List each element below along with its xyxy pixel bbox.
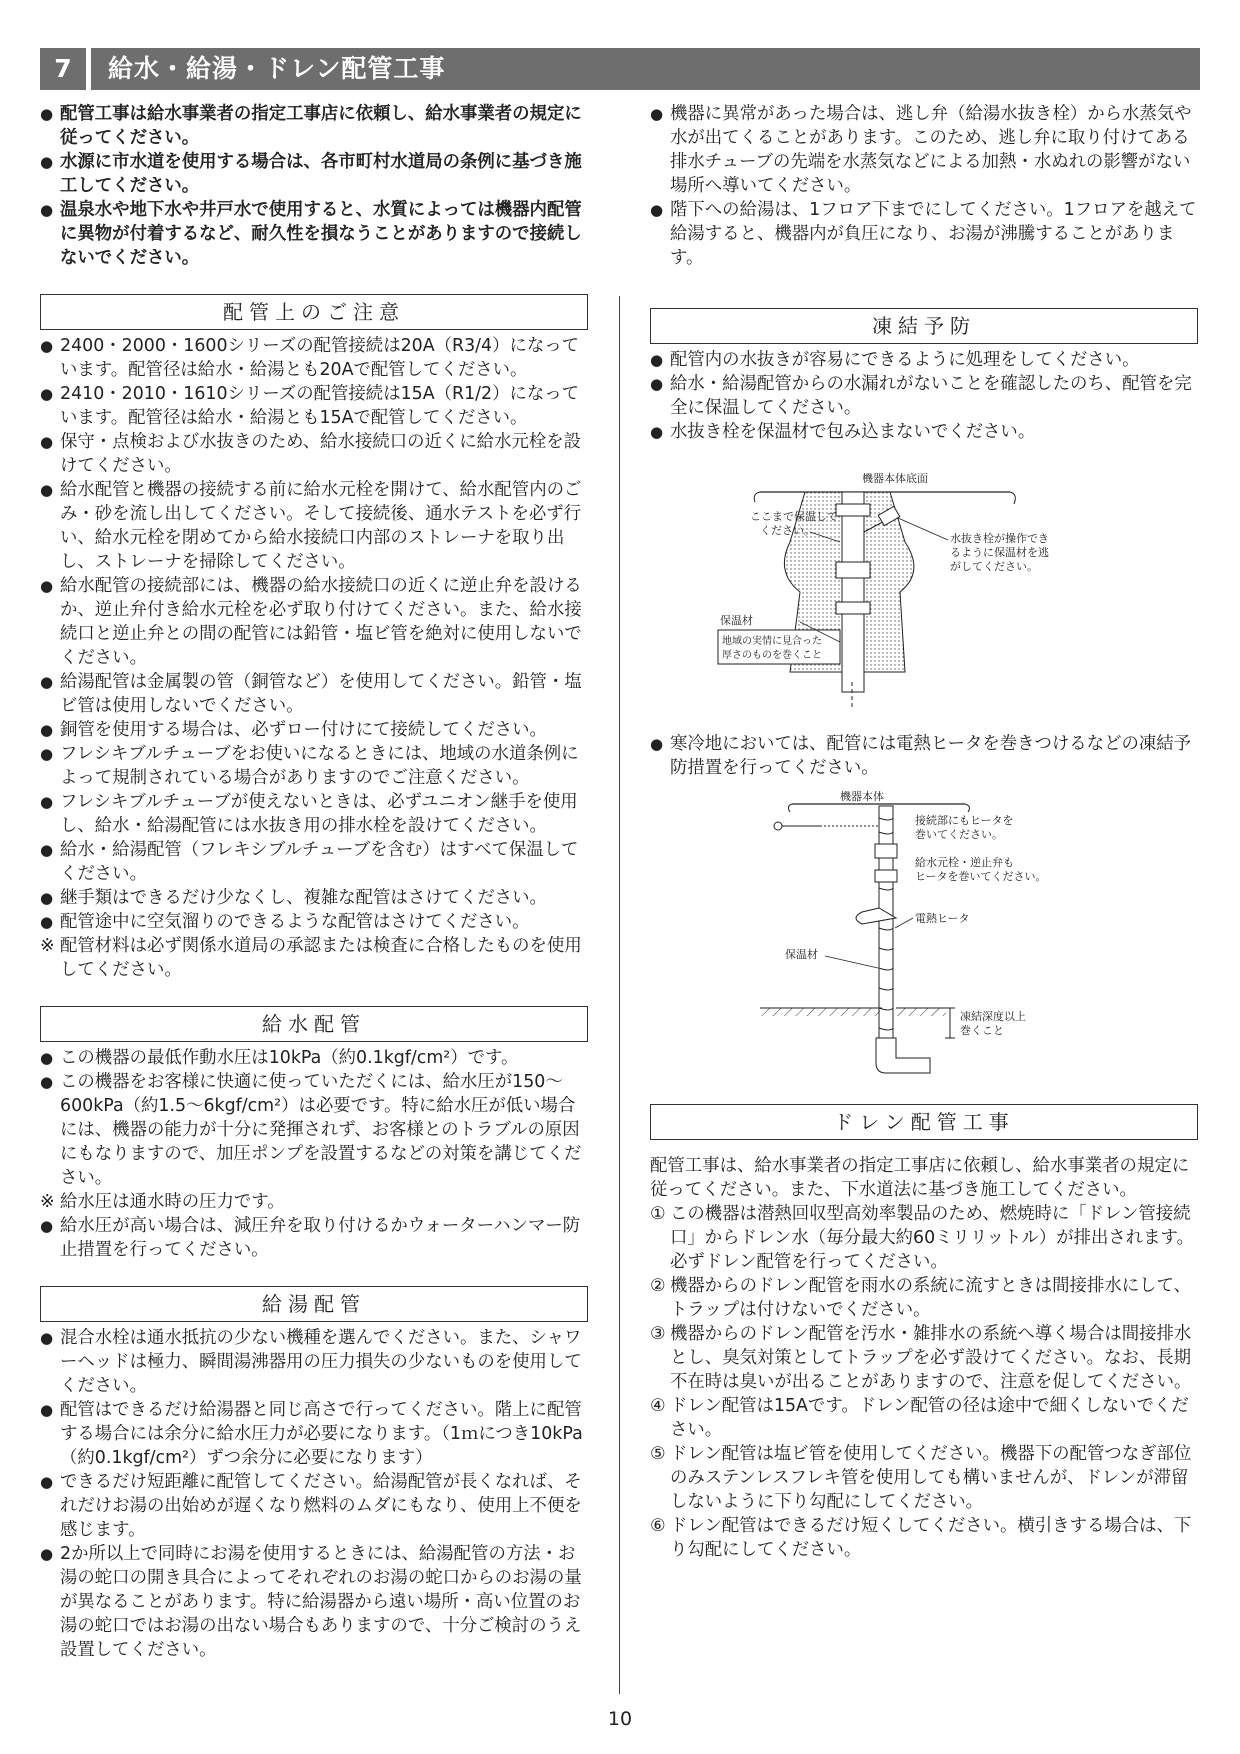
label-valve-1: 水抜き栓が操作でき <box>950 532 1049 545</box>
section-number: 7 <box>40 48 91 90</box>
item-number: ④ <box>650 1396 666 1416</box>
drain-item <box>650 1322 1202 1394</box>
label-joint-1: 接続部にもヒータを <box>915 814 1014 827</box>
label-box-2: 厚さのものを巻くこと <box>722 650 822 661</box>
intro-right-list <box>650 102 1202 270</box>
list-item: ● 配管途中に空気溜りのできるような配管はさけてください。 <box>40 910 592 934</box>
list-item: ● 2か所以上で同時にお湯を使用するときには、給湯配管の方法・お湯の蛇口の開き具合によってそれぞれのお湯の蛇口からのお湯の量が異なることがあります。特に給湯器から遠い場所・高い位置のお湯の蛇口ではお湯の出ない場合もありますので、十分ご検討のうえ設置してください。 <box>40 1542 592 1662</box>
section-title: 給水・給湯・ドレン配管工事 <box>108 54 446 83</box>
item-number: ⑤ <box>650 1444 666 1464</box>
label-valve-3: がしてください。 <box>950 560 1038 573</box>
intro-item: ● 機器に異常があった場合は、逃し弁（給湯水抜き栓）から水蒸気や水が出てくることがあります。このため、逃し弁に取り付けてある排水チューブの先端を水蒸気などによる加熱・水ぬれの影響がない場所へ導いてください。 <box>650 102 1202 198</box>
list-item: ● 寒冷地においては、配管には電熱ヒータを巻きつけるなどの凍結予防措置を行ってください。 <box>650 732 1202 780</box>
list-item: ● 給水・給湯配管（フレキシブルチューブを含む）はすべて保温してください。 <box>40 838 592 886</box>
drain-list <box>650 1154 1202 1562</box>
intro-item: ● 階下への給湯は、1フロア下までにしてください。1フロアを越えて給湯すると、機器内が負圧になり、お湯が沸騰することがあります。 <box>650 198 1202 270</box>
label-valve-1b: 給水元栓・逆止弁も <box>915 856 1014 869</box>
section-header <box>40 48 1200 90</box>
list-item: ● 給水配管と機器の接続する前に給水元栓を開けて、給水配管内のごみ・砂を流し出してください。そして接続後、通水テストを必ず行い、給水元栓を閉めてから給水接続口内部のストレーナを取り出し、ストレーナを掃除してください。 <box>40 478 592 574</box>
item-text: ドレン配管は15Aです。ドレン配管の径は途中で細くしないでください。 <box>670 1396 1189 1440</box>
intro-item: ● 水源に市水道を使用する場合は、各市町村水道局の条例に基づき施工してください。 <box>40 150 592 198</box>
list-item: ● フレシキブルチューブをお使いになるときには、地域の水道条例によって規制されている場合がありますのでご注意ください。 <box>40 742 592 790</box>
list-item: ● この機器の最低作動水圧は10kPa（約0.1kgf/cm²）です。 <box>40 1046 592 1070</box>
list-item: ● 給水・給湯配管からの水漏れがないことを確認したのち、配管を完全に保温してください。 <box>650 372 1202 420</box>
label-body: 機器本体 <box>840 790 884 803</box>
list-item: ● フレシキブルチューブが使えないときは、必ずユニオン継手を使用し、給水・給湯配管には水抜き用の排水栓を設けてください。 <box>40 790 592 838</box>
right-column <box>650 102 1202 1562</box>
label-bottom: 機器本体底面 <box>862 472 928 485</box>
left-column <box>40 102 592 1662</box>
list-item: ● 保守・点検および水抜きのため、給水接続口の近くに給水元栓を設けてください。 <box>40 430 592 478</box>
label-valve-2b: ヒータを巻いてください。 <box>915 870 1047 883</box>
hot-water-heading: 給湯配管 <box>40 1286 588 1322</box>
list-item: ● 銅管を使用する場合は、必ずロー付けにて接続してください。 <box>40 718 592 742</box>
item-text: ドレン配管は塩ビ管を使用してください。機器下の配管つなぎ部位のみステンレスフレキ管を使用しても構いませんが、ドレンが滞留しないように下り勾配にしてください。 <box>670 1444 1192 1512</box>
list-item: ● 給水圧が高い場合は、減圧弁を取り付けるかウォーターハンマー防止措置を行ってください。 <box>40 1214 592 1262</box>
label-depth-1: 凍結深度以上 <box>960 1010 1026 1023</box>
list-item: ● 給水配管の接続部には、機器の給水接続口の近くに逆止弁を設けるか、逆止弁付き給水元栓を必ず取り付けてください。また、給水接続口と逆止弁との間の配管には鉛管・塩ビ管を絶対に使用しないでください。 <box>40 574 592 670</box>
drain-item <box>650 1202 1202 1274</box>
item-number: ③ <box>650 1324 666 1344</box>
column-divider <box>619 296 620 1694</box>
list-item: ● 給湯配管は金属製の管（銅管など）を使用してください。鉛管・塩ビ管は使用しないでください。 <box>40 670 592 718</box>
heater-figure <box>650 788 1202 1082</box>
item-number: ① <box>650 1204 666 1224</box>
label-insulation: 保温材 <box>720 614 753 627</box>
piping-list <box>40 334 592 982</box>
label-here: ここまで保温して <box>750 510 838 523</box>
list-item: ● 混合水栓は通水抵抗の少ない機種を選んでください。また、シャワーヘッドは極力、瞬間湯沸器用の圧力損失の少ないものを使用してください。 <box>40 1326 592 1398</box>
drain-item <box>650 1394 1202 1442</box>
note-item: ※ 配管材料は必ず関係水道局の承認または検査に合格したものを使用してください。 <box>40 934 592 982</box>
list-item: ● 2400・2000・1600シリーズの配管接続は20A（R3/4）になっています。配管径は給水・給湯とも20Aで配管してください。 <box>40 334 592 382</box>
freeze-list-2 <box>650 732 1202 780</box>
intro-item: ● 温泉水や地下水や井戸水で使用すると、水質によっては機器内配管に異物が付着するなど、耐久性を損なうことがありますので接続しないでください。 <box>40 198 592 270</box>
list-item: ● できるだけ短距離に配管してください。給湯配管が長くなれば、それだけお湯の出始めが遅くなり燃料のムダにもなり、使用上不便を感じます。 <box>40 1470 592 1542</box>
page-number: 10 <box>607 1708 633 1730</box>
item-text: 機器からのドレン配管を汚水・雑排水の系統へ導く場合は間接排水とし、臭気対策としてトラップを必ず設けてください。なお、長期不在時は臭いが出ることがありますので、注意を促してください。 <box>670 1324 1192 1392</box>
drain-intro: 配管工事は、給水事業者の指定工事店に依頼し、給水事業者の規定に従ってください。また、下水道法に基づき施工してください。 <box>650 1156 1190 1200</box>
item-number: ② <box>650 1276 666 1296</box>
list-item: ● この機器をお客様に快適に使っていただくには、給水圧が150～600kPa（約1.5～6kgf/cm²）は必要です。特に給水圧が低い場合には、機器の能力が十分に発揮されず、お客様とのトラブルの原因にもなりますので、加圧ポンプを設置するなどの対策を講じてください。 <box>40 1070 592 1190</box>
insulation-diagram <box>650 452 1202 712</box>
water-supply-list <box>40 1046 592 1262</box>
item-text: ドレン配管はできるだけ短くしてください。横引きする場合は、下り勾配にしてください。 <box>670 1516 1192 1560</box>
heater-diagram <box>650 788 1202 1078</box>
hot-water-list <box>40 1326 592 1662</box>
label-heater: 電熱ヒータ <box>915 912 970 925</box>
list-item: ● 2410・2010・1610シリーズの配管接続は15A（R1/2）になっています。配管径は給水・給湯とも15Aで配管してください。 <box>40 382 592 430</box>
note-item: ※ 給水圧は通水時の圧力です。 <box>40 1190 592 1214</box>
drain-item <box>650 1442 1202 1514</box>
water-supply-heading: 給水配管 <box>40 1006 588 1042</box>
freeze-heading: 凍結予防 <box>650 308 1198 344</box>
piping-heading: 配管上のご注意 <box>40 294 588 330</box>
label-valve-2: るように保温材を逃 <box>950 546 1049 559</box>
label-insulation-2: 保温材 <box>785 948 818 961</box>
insulation-figure <box>650 452 1202 716</box>
label-depth-2: 巻くこと <box>960 1024 1004 1037</box>
label-joint-2: 巻いてください。 <box>915 828 1003 841</box>
intro-item: ● 配管工事は給水事業者の指定工事店に依頼し、給水事業者の規定に従ってください。 <box>40 102 592 150</box>
item-text: 機器からのドレン配管を雨水の系統に流すときは間接排水にして、トラップは付けないでください。 <box>670 1276 1191 1320</box>
list-item: ● 継手類はできるだけ少なくし、複雑な配管はさけてください。 <box>40 886 592 910</box>
list-item: ● 水抜き栓を保温材で包み込まないでください。 <box>650 420 1202 444</box>
label-box-1: 地域の実情に見合った <box>722 636 822 647</box>
list-item: ● 配管内の水抜きが容易にできるように処理をしてください。 <box>650 348 1202 372</box>
drain-item <box>650 1514 1202 1562</box>
drain-heading: ドレン配管工事 <box>650 1104 1198 1140</box>
item-number: ⑥ <box>650 1516 666 1536</box>
drain-item <box>650 1274 1202 1322</box>
intro-left-list <box>40 102 592 270</box>
label-here-2: ください。 <box>760 524 815 537</box>
item-text: この機器は潜熱回収型高効率製品のため、燃焼時に「ドレン管接続口」からドレン水（毎分最大約60ミリリットル）が排出されます。必ずドレン配管を行ってください。 <box>670 1204 1194 1272</box>
freeze-list <box>650 348 1202 444</box>
list-item: ● 配管はできるだけ給湯器と同じ高さで行ってください。階上に配管する場合には余分に給水圧力が必要になります。（1ｍにつき10kPa（約0.1kgf/cm²）ずつ余分に必要になります） <box>40 1398 592 1470</box>
